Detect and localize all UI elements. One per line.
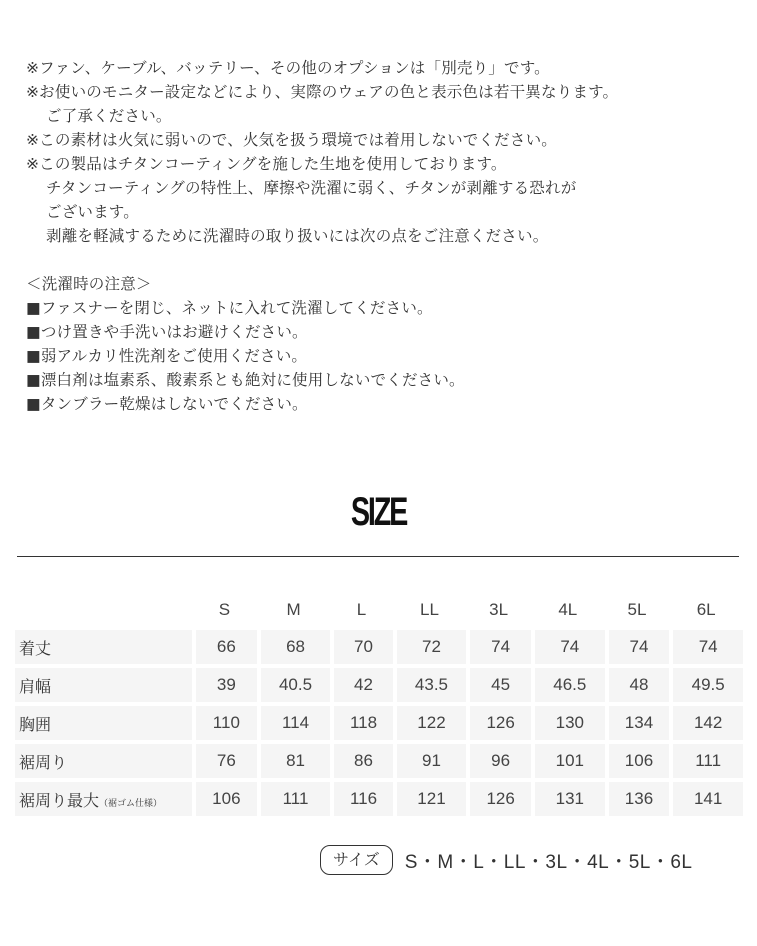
note-line: ※ファン、ケーブル、バッテリー、その他のオプションは「別売り」です。 bbox=[26, 59, 550, 77]
table-cell: 43.5 bbox=[393, 668, 467, 702]
table-row bbox=[15, 668, 743, 702]
table-cell: 46.5 bbox=[531, 668, 605, 702]
table-cell: 72 bbox=[393, 630, 467, 664]
row-label-text: 肩幅 bbox=[19, 676, 52, 696]
table-cell: 48 bbox=[605, 668, 670, 702]
table-cell: 131 bbox=[531, 782, 605, 816]
size-column-header: 6L bbox=[696, 600, 716, 619]
divider bbox=[17, 556, 739, 557]
table-cell: 66 bbox=[192, 630, 257, 664]
table-cell: 42 bbox=[330, 668, 392, 702]
washing-item: ■タンブラー乾燥はしないでください。 bbox=[26, 395, 308, 413]
table-cell: 141 bbox=[669, 782, 743, 816]
washing-item: ■弱アルカリ性洗剤をご使用ください。 bbox=[26, 347, 308, 365]
table-cell: 74 bbox=[466, 630, 531, 664]
row-label bbox=[15, 630, 192, 664]
note-line: ※この素材は火気に弱いので、火気を扱う環境では着用しないでください。 bbox=[26, 131, 557, 149]
table-cell: 106 bbox=[605, 744, 670, 778]
washing-item: ■つけ置きや手洗いはお避けください。 bbox=[26, 323, 308, 341]
washing-item: ■ファスナーを閉じ、ネットに入れて洗濯してください。 bbox=[26, 299, 433, 317]
table-cell: 68 bbox=[257, 630, 331, 664]
table-cell: 101 bbox=[531, 744, 605, 778]
row-label bbox=[15, 706, 192, 740]
size-column-header: M bbox=[286, 600, 301, 619]
note-line: ございます。 bbox=[46, 203, 139, 221]
table-cell: 136 bbox=[605, 782, 670, 816]
product-notes bbox=[26, 56, 618, 416]
note-line: ご了承ください。 bbox=[46, 107, 172, 125]
table-cell: 70 bbox=[330, 630, 392, 664]
table-row bbox=[15, 706, 743, 740]
size-column-header: 5L bbox=[627, 600, 647, 619]
table-cell: 86 bbox=[330, 744, 392, 778]
table-cell: 74 bbox=[605, 630, 670, 664]
table-cell: 126 bbox=[466, 706, 531, 740]
table-cell: 111 bbox=[257, 782, 331, 816]
table-cell: 40.5 bbox=[257, 668, 331, 702]
size-badge: サイズ bbox=[320, 845, 393, 875]
size-column-header: S bbox=[218, 600, 231, 619]
note-line: チタンコーティングの特性上、摩擦や洗濯に弱く、チタンが剥離する恐れが bbox=[46, 179, 577, 197]
row-label bbox=[15, 782, 192, 816]
size-column-header: L bbox=[356, 600, 367, 619]
available-sizes bbox=[320, 845, 692, 875]
note-line: 剥離を軽減するために洗濯時の取り扱いには次の点をご注意ください。 bbox=[46, 227, 549, 245]
table-row bbox=[15, 744, 743, 778]
table-cell: 114 bbox=[257, 706, 331, 740]
table-cell: 74 bbox=[669, 630, 743, 664]
row-label bbox=[15, 744, 192, 778]
size-column-header: 3L bbox=[489, 600, 509, 619]
table-cell: 121 bbox=[393, 782, 467, 816]
row-label bbox=[15, 668, 192, 702]
table-cell: 96 bbox=[466, 744, 531, 778]
size-table bbox=[15, 590, 743, 820]
table-cell: 122 bbox=[393, 706, 467, 740]
table-cell: 111 bbox=[669, 744, 743, 778]
washing-heading: ＜洗濯時の注意＞ bbox=[26, 275, 152, 293]
row-label-note: （裾ゴム仕様） bbox=[99, 798, 163, 809]
table-cell: 39 bbox=[192, 668, 257, 702]
spacer bbox=[26, 248, 618, 272]
table-cell: 49.5 bbox=[669, 668, 743, 702]
note-line: ※この製品はチタンコーティングを施した生地を使用しております。 bbox=[26, 155, 507, 173]
row-label-text: 裾周り bbox=[19, 752, 68, 772]
note-line: ※お使いのモニター設定などにより、実際のウェアの色と表示色は若干異なります。 bbox=[26, 83, 619, 101]
size-title: SIZE bbox=[350, 490, 407, 534]
table-cell: 118 bbox=[330, 706, 392, 740]
table-cell: 76 bbox=[192, 744, 257, 778]
row-label-text: 裾周り最大 bbox=[19, 790, 100, 810]
table-cell: 74 bbox=[531, 630, 605, 664]
table-cell: 116 bbox=[330, 782, 392, 816]
row-label-text: 胸囲 bbox=[19, 714, 52, 734]
size-column-header: 4L bbox=[558, 600, 578, 619]
size-header-row bbox=[15, 594, 743, 626]
table-cell: 91 bbox=[393, 744, 467, 778]
size-list: S・M・L・LL・3L・4L・5L・6L bbox=[404, 851, 693, 873]
table-cell: 81 bbox=[257, 744, 331, 778]
table-cell: 142 bbox=[669, 706, 743, 740]
table-cell: 45 bbox=[466, 668, 531, 702]
corner-cell bbox=[15, 594, 192, 626]
table-row bbox=[15, 630, 743, 664]
table-cell: 126 bbox=[466, 782, 531, 816]
washing-item: ■漂白剤は塩素系、酸素系とも絶対に使用しないでください。 bbox=[26, 371, 465, 389]
table-row bbox=[15, 782, 743, 816]
table-cell: 134 bbox=[605, 706, 670, 740]
table-cell: 130 bbox=[531, 706, 605, 740]
table-cell: 110 bbox=[192, 706, 257, 740]
size-column-header: LL bbox=[420, 600, 439, 619]
table-cell: 106 bbox=[192, 782, 257, 816]
row-label-text: 着丈 bbox=[19, 638, 52, 658]
